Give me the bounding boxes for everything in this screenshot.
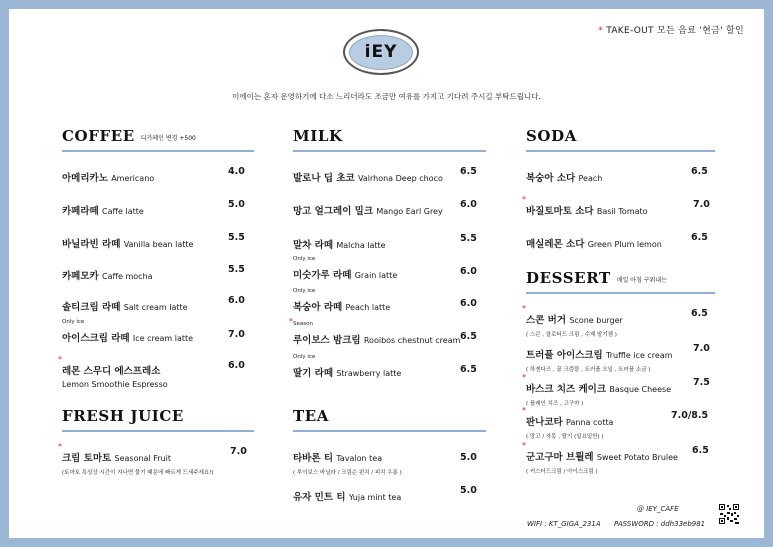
menu-item: 바닐라빈 라떼 Vanilla bean latte bbox=[62, 239, 194, 250]
asterisk-icon: * bbox=[58, 355, 62, 364]
menu-item: * Season 루이보스 밤크림 Rooibos chestnut cream bbox=[289, 317, 461, 346]
logo-text: iEY bbox=[349, 35, 413, 70]
only-ice-tag: Only ice bbox=[293, 354, 316, 360]
section-title-soda: SODA bbox=[526, 127, 577, 145]
price: 5.0 bbox=[460, 452, 477, 463]
price: 6.0 bbox=[228, 360, 245, 371]
menu-item: * 스콘 버거 Scone burger ( 스콘 , 클로티드 크림 , 수제 딸기잼 ) bbox=[522, 304, 623, 338]
season-tag: Season bbox=[293, 321, 313, 327]
section-title-dessert: DESSERT 매일 아침 구워내는 bbox=[526, 269, 667, 287]
asterisk-icon: * bbox=[522, 441, 526, 450]
price: 7.0 bbox=[693, 199, 710, 210]
instagram-handle: @ IEY_CAFE bbox=[637, 505, 679, 513]
only-ice-tag: Only ice bbox=[62, 319, 85, 325]
subtitle: 이에이는 혼자 운영하기에 다소 느리더라도 조금만 여유를 가지고 기다려 주시길 부탁드립니다. bbox=[232, 92, 541, 101]
rule-fresh-juice bbox=[62, 430, 254, 432]
section-title-milk: MILK bbox=[293, 127, 343, 145]
asterisk-icon: * bbox=[522, 373, 526, 382]
wifi-name: WIFI : KT_GIGA_231A bbox=[527, 520, 601, 528]
rule-milk bbox=[293, 150, 486, 152]
price: 5.5 bbox=[460, 233, 477, 244]
menu-item: * 바스크 치즈 케이크 Basque Cheese ( 플레인 치즈 , 고구마 ) bbox=[522, 373, 672, 407]
asterisk-icon: * bbox=[289, 317, 293, 326]
price: 6.0 bbox=[228, 295, 245, 306]
daily-baked-note: 매일 아침 구워내는 bbox=[616, 276, 667, 284]
asterisk-icon: * bbox=[58, 442, 62, 451]
wifi-password: PASSWORD : ddh33eb981 bbox=[614, 520, 706, 528]
menu-item: 아메리카노 Americano bbox=[62, 173, 155, 184]
logo bbox=[343, 29, 419, 75]
takeout-note: * TAKE-OUT 모든 음료 '현금' 할인 bbox=[598, 26, 744, 36]
menu-item: Only ice 미숫가루 라떼 Grain latte bbox=[293, 256, 398, 281]
asterisk-icon: * bbox=[522, 304, 526, 313]
menu-item: Only ice 복숭아 라떼 Peach latte bbox=[293, 288, 391, 313]
price: 6.5 bbox=[692, 445, 709, 456]
menu-item: 솔티크림 라떼 Salt cream latte bbox=[62, 302, 188, 313]
price: 7.0 bbox=[230, 446, 247, 457]
qr-code-icon bbox=[718, 503, 740, 525]
menu-item: * 판나코타 Panna cotta ( 망고 / 자몽 , 딸기 (일요일만) ) bbox=[522, 406, 614, 440]
only-ice-tag: Only ice bbox=[293, 288, 316, 294]
asterisk-icon: * bbox=[598, 26, 607, 36]
menu-item: 카페라떼 Caffe latte bbox=[62, 206, 144, 217]
section-title-fresh-juice: FRESH JUICE bbox=[62, 407, 184, 425]
price: 6.5 bbox=[691, 308, 708, 319]
menu-item: 트러플 아이스크림 Truffle ice cream ( 하겐다즈 , 꿀 크럼블 , 트러플 오일 , 트러플 소금 ) bbox=[526, 350, 673, 373]
price: 5.0 bbox=[460, 485, 477, 496]
menu-item: * 군고구마 브륄레 Sweet Potato Brulee ( 커스터드크림 / 아이스크림 ) bbox=[522, 441, 678, 475]
price: 6.0 bbox=[460, 298, 477, 309]
rule-coffee bbox=[62, 150, 254, 152]
price: 6.5 bbox=[460, 331, 477, 342]
menu-item: Only ice 딸기 라떼 Strawberry latte bbox=[293, 354, 402, 379]
rule-soda bbox=[526, 150, 715, 152]
only-ice-tag: Only ice bbox=[293, 256, 316, 262]
price: 4.0 bbox=[228, 166, 245, 177]
menu-item: 발로나 딥 초코 Valrhona Deep choco bbox=[293, 173, 443, 184]
asterisk-icon: * bbox=[522, 406, 526, 415]
menu-item: * 레몬 스무디 에스프레소 Lemon Smoothie Espresso bbox=[58, 355, 168, 389]
asterisk-icon: * bbox=[522, 195, 526, 204]
price: 6.5 bbox=[691, 232, 708, 243]
menu-card bbox=[9, 9, 764, 538]
price: 5.5 bbox=[228, 232, 245, 243]
price: 5.0 bbox=[228, 199, 245, 210]
price: 7.0 bbox=[693, 343, 710, 354]
price: 6.5 bbox=[460, 166, 477, 177]
price: 6.5 bbox=[460, 364, 477, 375]
menu-item: 말차 라떼 Malcha latte bbox=[293, 240, 386, 251]
menu-item: 망고 얼그레이 밀크 Mango Earl Grey bbox=[293, 206, 443, 217]
price: 5.5 bbox=[228, 264, 245, 275]
price: 6.0 bbox=[460, 266, 477, 277]
menu-item: 타바론 티 Tavalon tea ( 루이보스 바닐라 / 크림슨 펀치 / 피치 우롱 ) bbox=[293, 453, 402, 476]
menu-item: 매실레몬 소다 Green Plum lemon bbox=[526, 239, 662, 250]
menu-item: Only ice 아이스크림 라떼 Ice cream latte bbox=[62, 319, 194, 344]
price: 7.0 bbox=[228, 329, 245, 340]
menu-item: * 크림 토마토 Seasonal Fruit (토마토 특성상 시간이 지나면 물기 때문에 빠르게 드세주세요!) bbox=[58, 442, 214, 476]
rule-dessert bbox=[526, 292, 715, 294]
menu-item: 유자 민트 티 Yuja mint tea bbox=[293, 492, 402, 503]
price: 7.0/8.5 bbox=[671, 410, 709, 421]
price: 6.0 bbox=[460, 199, 477, 210]
section-title-coffee: COFFEE 디카페인 변경 +500 bbox=[62, 127, 196, 145]
decaf-note: 디카페인 변경 +500 bbox=[140, 134, 196, 142]
section-title-tea: TEA bbox=[293, 407, 330, 425]
menu-item: 카페모카 Caffe mocha bbox=[62, 271, 153, 282]
price: 7.5 bbox=[693, 377, 710, 388]
menu-item: * 바질토마토 소다 Basil Tomato bbox=[522, 195, 648, 217]
price: 6.5 bbox=[691, 166, 708, 177]
menu-item: 복숭아 소다 Peach bbox=[526, 173, 603, 184]
rule-tea bbox=[293, 430, 486, 432]
